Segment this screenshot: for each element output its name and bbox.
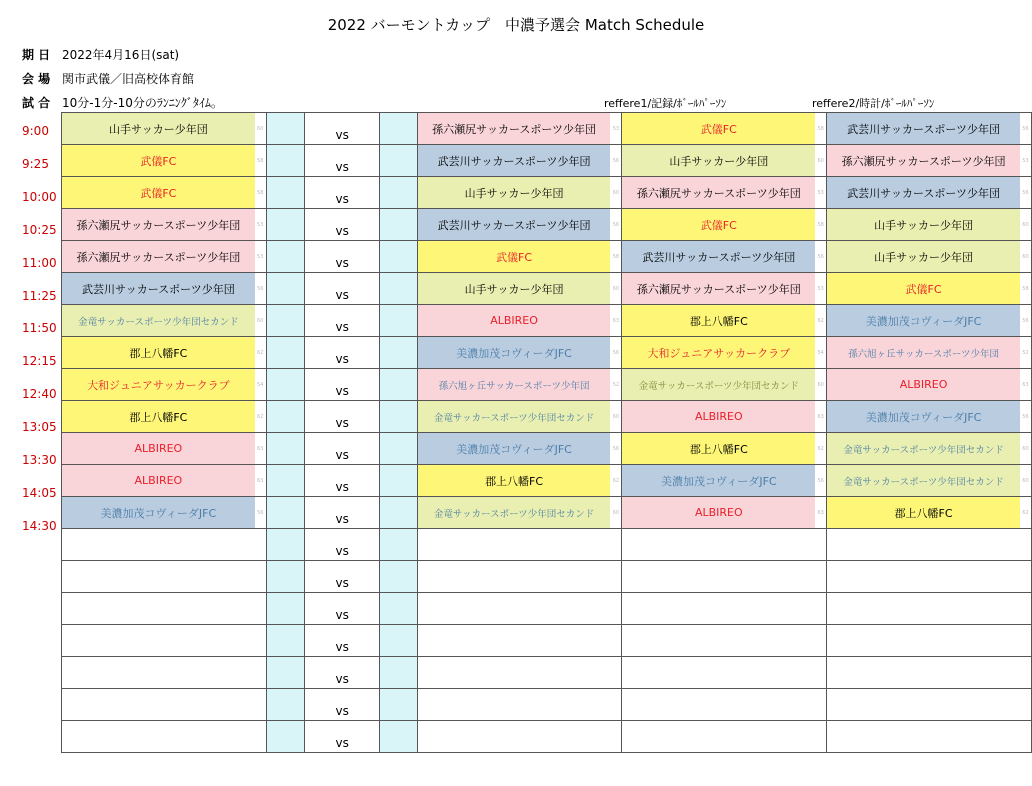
referee1-team: 武儀FC	[622, 209, 815, 241]
score-away	[380, 657, 417, 689]
team-home-number: 60	[255, 113, 267, 145]
team-home-number	[255, 625, 267, 657]
team-home: 郡上八幡FC	[62, 401, 255, 433]
referee2-team	[827, 721, 1020, 753]
team-home-number: 58	[255, 177, 267, 209]
score-away	[380, 273, 417, 305]
score-home	[266, 305, 304, 337]
team-away-number	[610, 593, 622, 625]
match-time: 9:25	[22, 156, 49, 171]
referee1-header: reffere1/記録/ﾎﾞｰﾙﾊﾟｰｿﾝ	[604, 97, 727, 110]
team-home-number: 53	[255, 241, 267, 273]
team-away-number: 58	[610, 241, 622, 273]
score-away	[380, 209, 417, 241]
match-time	[22, 708, 62, 742]
referee1-team	[622, 625, 815, 657]
vs-label: vs	[305, 433, 380, 465]
vs-label: vs	[305, 561, 380, 593]
vs-label: vs	[305, 529, 380, 561]
team-home	[62, 593, 255, 625]
score-away	[380, 529, 417, 561]
score-home	[266, 433, 304, 465]
team-home-number: 62	[255, 337, 267, 369]
vs-label: vs	[305, 465, 380, 497]
score-away	[380, 305, 417, 337]
team-away	[417, 625, 610, 657]
team-away-number	[610, 657, 622, 689]
referee1-team	[622, 689, 815, 721]
match-time: 13:30	[22, 453, 57, 467]
referee2-team	[827, 625, 1020, 657]
referee1-team-number: 63	[815, 497, 827, 529]
referee2-team: ALBIREO	[827, 369, 1020, 401]
team-away-number: 60	[610, 401, 622, 433]
team-home: 武儀FC	[62, 177, 255, 209]
referee2-team: 山手サッカー少年団	[827, 241, 1020, 273]
referee2-team-number: 60	[1020, 241, 1032, 273]
match-time: 11:00	[22, 255, 57, 270]
team-away-number: 63	[610, 305, 622, 337]
table-row	[62, 273, 1032, 305]
referee2-team-number: 56	[1020, 177, 1032, 209]
team-home-number	[255, 593, 267, 625]
referee1-team-number: 56	[815, 241, 827, 273]
vs-label: vs	[305, 273, 380, 305]
team-home: 美濃加茂コヴィーダJFC	[62, 497, 255, 529]
team-away-number	[610, 529, 622, 561]
referee2-team-number	[1020, 689, 1032, 721]
team-home	[62, 625, 255, 657]
referee2-team-number	[1020, 529, 1032, 561]
team-away: 武芸川サッカースポーツ少年団	[417, 145, 610, 177]
score-away	[380, 433, 417, 465]
vs-label: vs	[305, 369, 380, 401]
table-row	[62, 177, 1032, 209]
team-home-number: 58	[255, 145, 267, 177]
team-home-number: 63	[255, 465, 267, 497]
referee1-team: 孫六瀬尻サッカースポーツ少年団	[622, 273, 815, 305]
team-home-number	[255, 561, 267, 593]
referee2-team-number: 63	[1020, 369, 1032, 401]
team-away-number: 62	[610, 465, 622, 497]
match-time: 11:25	[22, 288, 57, 303]
referee1-team-number: 53	[815, 273, 827, 305]
team-home	[62, 721, 255, 753]
team-away: 山手サッカー少年団	[417, 177, 610, 209]
referee2-team: 美濃加茂コヴィーダJFC	[827, 305, 1020, 337]
vs-label: vs	[305, 145, 380, 177]
referee2-team-number: 52	[1020, 337, 1032, 369]
match-time: 14:30	[22, 518, 57, 533]
referee1-team: 美濃加茂コヴィーダJFC	[622, 465, 815, 497]
referee2-team-number: 60	[1020, 465, 1032, 497]
score-away	[380, 177, 417, 209]
match-time	[22, 577, 62, 611]
team-away: 郡上八幡FC	[417, 465, 610, 497]
referee2-team: 孫六旭ヶ丘サッカースポーツ少年団	[827, 337, 1020, 369]
referee1-team-number: 63	[815, 401, 827, 433]
score-home	[266, 625, 304, 657]
referee1-team-number: 62	[815, 433, 827, 465]
score-home	[266, 401, 304, 433]
match-time: 9:00	[22, 124, 49, 138]
score-home	[266, 465, 304, 497]
match-time: 14:05	[22, 485, 57, 500]
table-row	[62, 657, 1032, 689]
referee1-team-number: 54	[815, 337, 827, 369]
referee2-team: 武芸川サッカースポーツ少年団	[827, 177, 1020, 209]
referee2-team: 金竜サッカースポーツ少年団セカンド	[827, 465, 1020, 497]
match-time: 13:05	[22, 420, 57, 435]
referee2-header: reffere2/時計/ﾎﾞｰﾙﾊﾟｰｿﾝ	[812, 97, 935, 110]
referee1-team: 山手サッカー少年団	[622, 145, 815, 177]
team-away: 武儀FC	[417, 241, 610, 273]
score-home	[266, 497, 304, 529]
team-home	[62, 529, 255, 561]
referee1-team-number	[815, 529, 827, 561]
match-time: 12:15	[22, 354, 57, 369]
score-home	[266, 369, 304, 401]
referee1-team-number: 60	[815, 369, 827, 401]
vs-label: vs	[305, 177, 380, 209]
team-home-number	[255, 721, 267, 753]
vs-label: vs	[305, 241, 380, 273]
team-home: 孫六瀬尻サッカースポーツ少年団	[62, 209, 255, 241]
referee1-team-number	[815, 689, 827, 721]
referee1-team: ALBIREO	[622, 401, 815, 433]
score-home	[266, 689, 304, 721]
team-away-number: 60	[610, 497, 622, 529]
referee2-team-number	[1020, 657, 1032, 689]
page-title: 2022 バーモントカップ 中濃予選会 Match Schedule	[327, 16, 705, 34]
match-time	[22, 642, 62, 676]
score-away	[380, 401, 417, 433]
info-venue-key: 会 場	[22, 72, 51, 86]
info-match-key: 試 合	[22, 96, 51, 110]
referee2-team: 山手サッカー少年団	[827, 209, 1020, 241]
table-row	[62, 113, 1032, 145]
team-away	[417, 721, 610, 753]
team-away	[417, 657, 610, 689]
team-away-number	[610, 689, 622, 721]
vs-label: vs	[305, 209, 380, 241]
referee1-team	[622, 657, 815, 689]
team-home: 大和ジュニアサッカークラブ	[62, 369, 255, 401]
score-away	[380, 593, 417, 625]
table-row	[62, 305, 1032, 337]
score-home	[266, 593, 304, 625]
referee2-team	[827, 561, 1020, 593]
referee2-team-number	[1020, 593, 1032, 625]
score-home	[266, 209, 304, 241]
team-away	[417, 529, 610, 561]
referee1-team-number: 58	[815, 113, 827, 145]
referee1-team: 郡上八幡FC	[622, 433, 815, 465]
referee1-team	[622, 593, 815, 625]
table-row	[62, 465, 1032, 497]
referee1-team-number: 60	[815, 145, 827, 177]
table-row	[62, 529, 1032, 561]
referee2-team	[827, 593, 1020, 625]
table-row	[62, 433, 1032, 465]
table-row	[62, 497, 1032, 529]
score-home	[266, 113, 304, 145]
score-away	[380, 337, 417, 369]
referee2-team-number	[1020, 561, 1032, 593]
table-row	[62, 337, 1032, 369]
score-away	[380, 369, 417, 401]
table-row	[62, 369, 1032, 401]
referee2-team: 武儀FC	[827, 273, 1020, 305]
referee1-team-number	[815, 657, 827, 689]
team-away: 美濃加茂コヴィーダJFC	[417, 433, 610, 465]
referee2-team-number: 60	[1020, 433, 1032, 465]
team-away-number: 60	[610, 273, 622, 305]
team-home: 金竜サッカースポーツ少年団セカンド	[62, 305, 255, 337]
vs-label: vs	[305, 593, 380, 625]
referee1-team-number: 53	[815, 177, 827, 209]
table-row	[62, 145, 1032, 177]
team-away-number: 56	[610, 209, 622, 241]
match-time: 10:25	[22, 222, 57, 237]
table-row	[62, 401, 1032, 433]
referee2-team: 孫六瀬尻サッカースポーツ少年団	[827, 145, 1020, 177]
team-away: 山手サッカー少年団	[417, 273, 610, 305]
team-away-number: 56	[610, 337, 622, 369]
team-home: 山手サッカー少年団	[62, 113, 255, 145]
score-away	[380, 689, 417, 721]
team-away	[417, 561, 610, 593]
team-away: ALBIREO	[417, 305, 610, 337]
score-away	[380, 113, 417, 145]
referee1-team	[622, 529, 815, 561]
referee2-team-number: 58	[1020, 273, 1032, 305]
team-away-number: 60	[610, 177, 622, 209]
team-home	[62, 657, 255, 689]
referee2-team: 郡上八幡FC	[827, 497, 1020, 529]
team-home	[62, 561, 255, 593]
team-away	[417, 689, 610, 721]
match-time	[22, 675, 62, 709]
score-home	[266, 177, 304, 209]
referee1-team: 孫六瀬尻サッカースポーツ少年団	[622, 177, 815, 209]
vs-label: vs	[305, 305, 380, 337]
info-date	[22, 46, 179, 63]
referee2-team	[827, 529, 1020, 561]
referee1-team-number: 62	[815, 305, 827, 337]
team-away: 金竜サッカースポーツ少年団セカンド	[417, 401, 610, 433]
table-row	[62, 689, 1032, 721]
vs-label: vs	[305, 625, 380, 657]
team-away-number: 56	[610, 433, 622, 465]
team-home-number	[255, 529, 267, 561]
score-home	[266, 273, 304, 305]
team-home-number: 53	[255, 209, 267, 241]
referee2-team-number	[1020, 625, 1032, 657]
team-away: 金竜サッカースポーツ少年団セカンド	[417, 497, 610, 529]
referee2-team: 武芸川サッカースポーツ少年団	[827, 113, 1020, 145]
referee2-team	[827, 657, 1020, 689]
score-home	[266, 561, 304, 593]
team-home-number: 62	[255, 401, 267, 433]
team-home-number: 63	[255, 433, 267, 465]
referee1-team-number	[815, 561, 827, 593]
team-away-number: 56	[610, 145, 622, 177]
referee2-team: 金竜サッカースポーツ少年団セカンド	[827, 433, 1020, 465]
vs-label: vs	[305, 337, 380, 369]
score-away	[380, 497, 417, 529]
referee2-team-number	[1020, 721, 1032, 753]
info-date-key: 期 日	[22, 48, 51, 62]
vs-label: vs	[305, 497, 380, 529]
referee1-team	[622, 721, 815, 753]
team-home: 武儀FC	[62, 145, 255, 177]
referee2-team: 美濃加茂コヴィーダJFC	[827, 401, 1020, 433]
referee1-team: 金竜サッカースポーツ少年団セカンド	[622, 369, 815, 401]
team-away: 孫六旭ヶ丘サッカースポーツ少年団	[417, 369, 610, 401]
match-time	[22, 544, 62, 578]
table-row	[62, 721, 1032, 753]
score-away	[380, 721, 417, 753]
team-home: 郡上八幡FC	[62, 337, 255, 369]
score-home	[266, 529, 304, 561]
referee1-team: ALBIREO	[622, 497, 815, 529]
table-row	[62, 593, 1032, 625]
score-home	[266, 145, 304, 177]
referee1-team: 郡上八幡FC	[622, 305, 815, 337]
match-time	[22, 741, 62, 775]
referee2-team	[827, 689, 1020, 721]
match-time: 10:00	[22, 189, 57, 204]
score-away	[380, 145, 417, 177]
score-away	[380, 625, 417, 657]
team-home-number: 56	[255, 273, 267, 305]
team-home: ALBIREO	[62, 465, 255, 497]
info-venue-value: 関市武儀／旧高校体育館	[62, 72, 195, 86]
match-time: 11:50	[22, 321, 57, 336]
match-time: 12:40	[22, 387, 57, 402]
referee1-team-number	[815, 625, 827, 657]
team-away: 孫六瀬尻サッカースポーツ少年団	[417, 113, 610, 145]
referee1-team: 大和ジュニアサッカークラブ	[622, 337, 815, 369]
table-row	[62, 561, 1032, 593]
score-away	[380, 561, 417, 593]
referee2-team-number: 56	[1020, 113, 1032, 145]
referee1-team-number: 56	[815, 465, 827, 497]
referee1-team-number	[815, 721, 827, 753]
referee1-team: 武儀FC	[622, 113, 815, 145]
score-home	[266, 337, 304, 369]
team-away: 美濃加茂コヴィーダJFC	[417, 337, 610, 369]
referee2-team-number: 56	[1020, 305, 1032, 337]
team-away-number	[610, 721, 622, 753]
referee2-team-number: 56	[1020, 401, 1032, 433]
referee1-team: 武芸川サッカースポーツ少年団	[622, 241, 815, 273]
team-home: 孫六瀬尻サッカースポーツ少年団	[62, 241, 255, 273]
vs-label: vs	[305, 657, 380, 689]
team-away-number: 53	[610, 113, 622, 145]
match-time	[22, 610, 62, 644]
referee2-team-number: 62	[1020, 497, 1032, 529]
team-away	[417, 593, 610, 625]
table-row	[62, 241, 1032, 273]
team-away-number: 52	[610, 369, 622, 401]
team-home-number: 54	[255, 369, 267, 401]
score-away	[380, 241, 417, 273]
team-home: ALBIREO	[62, 433, 255, 465]
score-home	[266, 721, 304, 753]
vs-label: vs	[305, 689, 380, 721]
table-row	[62, 209, 1032, 241]
score-away	[380, 465, 417, 497]
schedule-table	[61, 112, 1032, 753]
vs-label: vs	[305, 401, 380, 433]
referee1-team	[622, 561, 815, 593]
team-away-number	[610, 625, 622, 657]
team-away: 武芸川サッカースポーツ少年団	[417, 209, 610, 241]
referee2-team-number: 60	[1020, 209, 1032, 241]
team-away-number	[610, 561, 622, 593]
score-home	[266, 241, 304, 273]
referee1-team-number: 58	[815, 209, 827, 241]
team-home	[62, 689, 255, 721]
score-home	[266, 657, 304, 689]
team-home-number	[255, 689, 267, 721]
team-home-number	[255, 657, 267, 689]
team-home: 武芸川サッカースポーツ少年団	[62, 273, 255, 305]
info-match-value: 10分-1分-10分のﾗﾝﾆﾝｸﾞﾀｲﾑ。	[62, 96, 223, 110]
referee1-team-number	[815, 593, 827, 625]
info-date-value: 2022年4月16日(sat)	[62, 48, 180, 62]
team-home-number: 56	[255, 497, 267, 529]
info-venue	[22, 70, 194, 87]
vs-label: vs	[305, 721, 380, 753]
vs-label: vs	[305, 113, 380, 145]
team-home-number: 60	[255, 305, 267, 337]
referee2-team-number: 53	[1020, 145, 1032, 177]
info-match	[22, 94, 223, 111]
table-row	[62, 625, 1032, 657]
